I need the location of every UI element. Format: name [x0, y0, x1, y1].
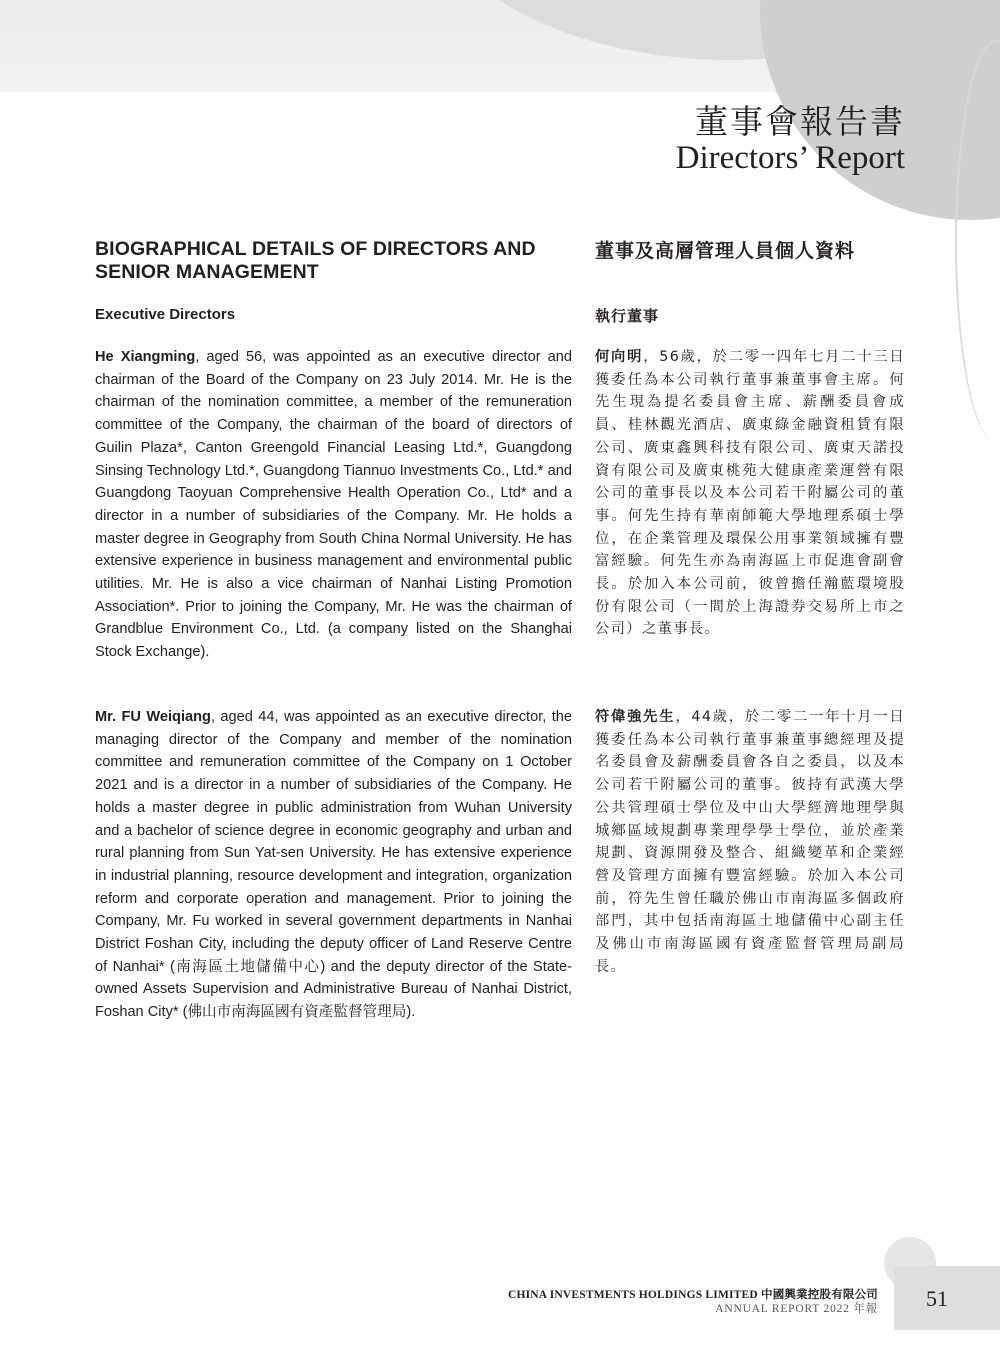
footer-report-label: ANNUAL REPORT 2022 年報 [715, 1303, 878, 1315]
page-number: 51 [926, 1286, 948, 1311]
director-name-chinese: 符偉強先生 [595, 709, 676, 725]
subsection-title-chinese: 執行董事 [595, 307, 660, 325]
bio-paragraph-english [95, 706, 572, 1024]
subsection-title-english: Executive Directors [95, 306, 236, 323]
page-title-chinese: 董事會報告書 [695, 102, 905, 141]
bio-text-chinese: ，56歲，於二零一四年七月二十三日獲委任為本公司執行董事兼董事會主席。何先生現為提名委員會主席、薪酬委員會成員、桂林觀光酒店、廣東綠金融資租賃有限公司、廣東鑫興科技有限公司、廣東天諾投資有限公司及廣東桃苑大健康產業運營有限公司的董事長以及本公司若干附屬公司的董事。何先生持有華南師範大學地理系碩士學位，在企業管理及環保公用事業領域擁有豐富經驗。何先生亦為南海區上市促進會副會長。於加入本公司前，彼曾擔任瀚藍環境股份有限公司（一間於上海證券交易所上市之公司）之董事長。 [595, 349, 905, 638]
bio-paragraph-chinese [595, 706, 905, 978]
director-name-english: He Xiangming [95, 349, 196, 365]
page-title-english: Directors’ Report [675, 140, 905, 176]
section-title-chinese: 董事及高層管理人員個人資料 [595, 240, 856, 262]
bio-paragraph-chinese [595, 346, 905, 641]
footer-company-name: CHINA INVESTMENTS HOLDINGS LIMITED 中國興業控股有限公司 [507, 1289, 878, 1301]
bio-paragraph-english [95, 346, 572, 664]
bio-text-english: , aged 44, was appointed as an executive director, the managing director of the Company and member of the nomination committee and remuneration committee of the Company on 1 October 2021 and is a director in a number of subsidiaries of the Company. He holds a master degree in public administration from Wuhan University and a bachelor of science degree in economic geography and urban and rural planning from Sun Yat-sen University. He has extensive experience in industrial planning, resource development and integration, organization reform and corporate operation and management. Prior to joining the Company, Mr. Fu worked in several government departments in Nanhai District Foshan City, including the deputy officer of Land Reserve Centre of Nanhai* (南海區土地儲備中心) and the deputy director of the State-owned Assets Supervision and Administrative Bureau of Nanhai District, Foshan City* (佛山市南海區國有資產監督管理局). [95, 709, 572, 1021]
director-name-chinese: 何向明 [595, 349, 644, 365]
section-title-english: BIOGRAPHICAL DETAILS OF DIRECTORS AND SENIOR MANAGEMENT [95, 238, 536, 283]
bio-text-chinese: ，44歲，於二零二一年十月一日獲委任為本公司執行董事兼董事總經理及提名委員會及薪酬委員會各自之委員，以及本公司若干附屬公司的董事。彼持有武漢大學公共管理碩士學位及中山大學經濟地理學與城鄉區域規劃專業理學學士學位，並於產業規劃、資源開發及整合、組織變革和企業經營及管理方面擁有豐富經驗。於加入本公司前，符先生曾任職於佛山市南海區多個政府部門，其中包括南海區土地儲備中心副主任及佛山市南海區國有資產監督管理局副局長。 [595, 709, 905, 975]
director-name-english: Mr. FU Weiqiang [95, 709, 211, 725]
bio-text-english: , aged 56, was appointed as an executive director and chairman of the Board of the Company on 23 July 2014. Mr. He is the chairman of the nomination committee, a member of the remuneration committee of the Company, the chairman of the board of directors of Guilin Plaza*, Canton Greengold Financial Leasing Ltd.*, Guangdong Sinsing Technology Ltd.*, Guangdong Tiannuo Investments Co., Ltd.* and Guangdong Taoyuan Comprehensive Health Operation Co., Ltd* and a director in a number of subsidiaries of the Company. Mr. He holds a master degree in Geography from South China Normal University. He has extensive experience in business management and environmental public utilities. Mr. He is also a vice chairman of Nanhai Listing Promotion Association*. Prior to joining the Company, Mr. He was the chairman of Grandblue Environment Co., Ltd. (a company listed on the Shanghai Stock Exchange). [95, 349, 572, 661]
